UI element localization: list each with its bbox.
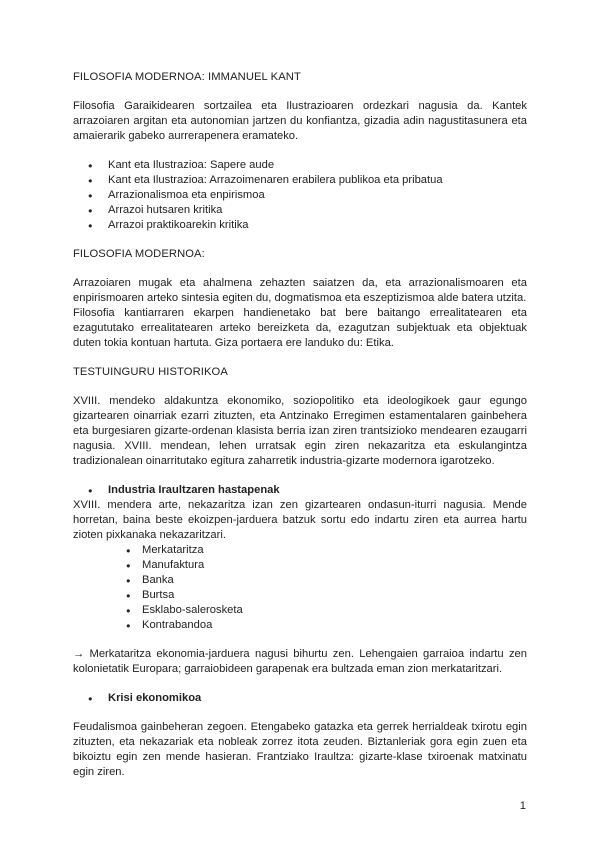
intro-paragraph: Filosofia Garaikidearen sortzailea eta Ilustrazioaren ordezkari nagusia da. Kantek arrazoiaren argitan eta autonomian jartzen du konfiantza, gizadia adin nagustitasunera eta amaierarik gabeko aurrerapenera eramateko. [73, 100, 527, 142]
document-title: FILOSOFIA MODERNOA: IMMANUEL KANT [73, 71, 301, 83]
list-item: ● Kontrabandoa [126, 618, 527, 633]
list-item: ● Kant eta Ilustrazioa: Arrazoimenaren erabilera publikoa eta pribatua [73, 173, 527, 188]
arrow-paragraph: → Merkataritza ekonomia-jarduera nagusi bihurtu zen. Lehengaien garraioa indartu zen kolonietatik Europara; garraiobideen garapenak era bultzada eman zion merkataritzari. [73, 648, 527, 675]
list-item: ● Manufaktura [126, 558, 527, 573]
section-heading-modernoa: FILOSOFIA MODERNOA: [73, 248, 205, 260]
paragraph: XVIII. mendera arte, nekazaritza izan zen gizartearen ondasun-iturri nagusia. Mende horretan, baina beste ekoizpen-jarduera batzuk sortu edo indartu ziren eta aurrea hartu zioten pixkanaka nekazaritzari. [73, 499, 527, 541]
paragraph: Filosofia kantiarraren ekarpen handienetako bat bere baitango errealitatearen eta ezagututako errealitatearen arteko bereizketa da, ezagutzan subjektuak eta objektuak duten tokia kontuan hartuta. Giza portaera ere landuko du: Etika. [73, 307, 527, 349]
page-number: 1 [519, 800, 526, 812]
subheading-krisi: ● Krisi ekonomikoa [73, 691, 527, 706]
topics-list [73, 158, 527, 233]
list-item: ● Burtsa [126, 588, 527, 603]
paragraph: XVIII. mendeko aldakuntza ekonomiko, soziopolitiko eta ideologikoek gaur egungo gizartearen oinarriak ezarri zituzten, eta Antzinako Erregimen estamentalaren gainbehera eta burgesiaren gizarte-ordenan klasista berria izan ziren trantsizioko mendearen ezaugarri nagusia. XVIII. mendean, lehen urratsak egin ziren nekazaritza eta eskulangintza tradizionalean oinarritutako egitura zaharretik industria-gizarte modernora igarotzeko. [73, 395, 527, 467]
activities-list [126, 543, 527, 633]
section-heading-testuinguru: TESTUINGURU HISTORIKOA [73, 366, 228, 378]
list-item: ● Merkataritza [126, 543, 527, 558]
subheading-industria: ● Industria Iraultzaren hastapenak [73, 483, 527, 498]
list-item: ● Kant eta Ilustrazioa: Sapere aude [73, 158, 527, 173]
list-item: ● Esklabo-salerosketa [126, 603, 527, 618]
list-item: ● Arrazoi praktikoarekin kritika [73, 218, 527, 233]
paragraph: Arrazoiaren mugak eta ahalmena zehazten saiatzen da, eta arrazionalismoaren eta enpirismoaren arteko sintesia egiten du, dogmatismoa eta eszeptizismoa alde batera utzita. [73, 277, 527, 304]
paragraph: Feudalismoa gainbeheran zegoen. Etengabeko gatazka eta gerrek herrialdeak txirotu egin zituzten, eta nekazariak eta nobleak zorrez itota zeuden. Biztanleriak gora egin zuen eta bikoiztu egin zen mende hasieran. Frantziako Iraultza: gizarte-klase txiroenak matxinatu egin ziren. [73, 721, 527, 778]
document-page [73, 70, 527, 794]
list-item: ● Arrazionalismoa eta enpirismoa [73, 188, 527, 203]
list-item: ● Banka [126, 573, 527, 588]
list-item: ● Arrazoi hutsaren kritika [73, 203, 527, 218]
